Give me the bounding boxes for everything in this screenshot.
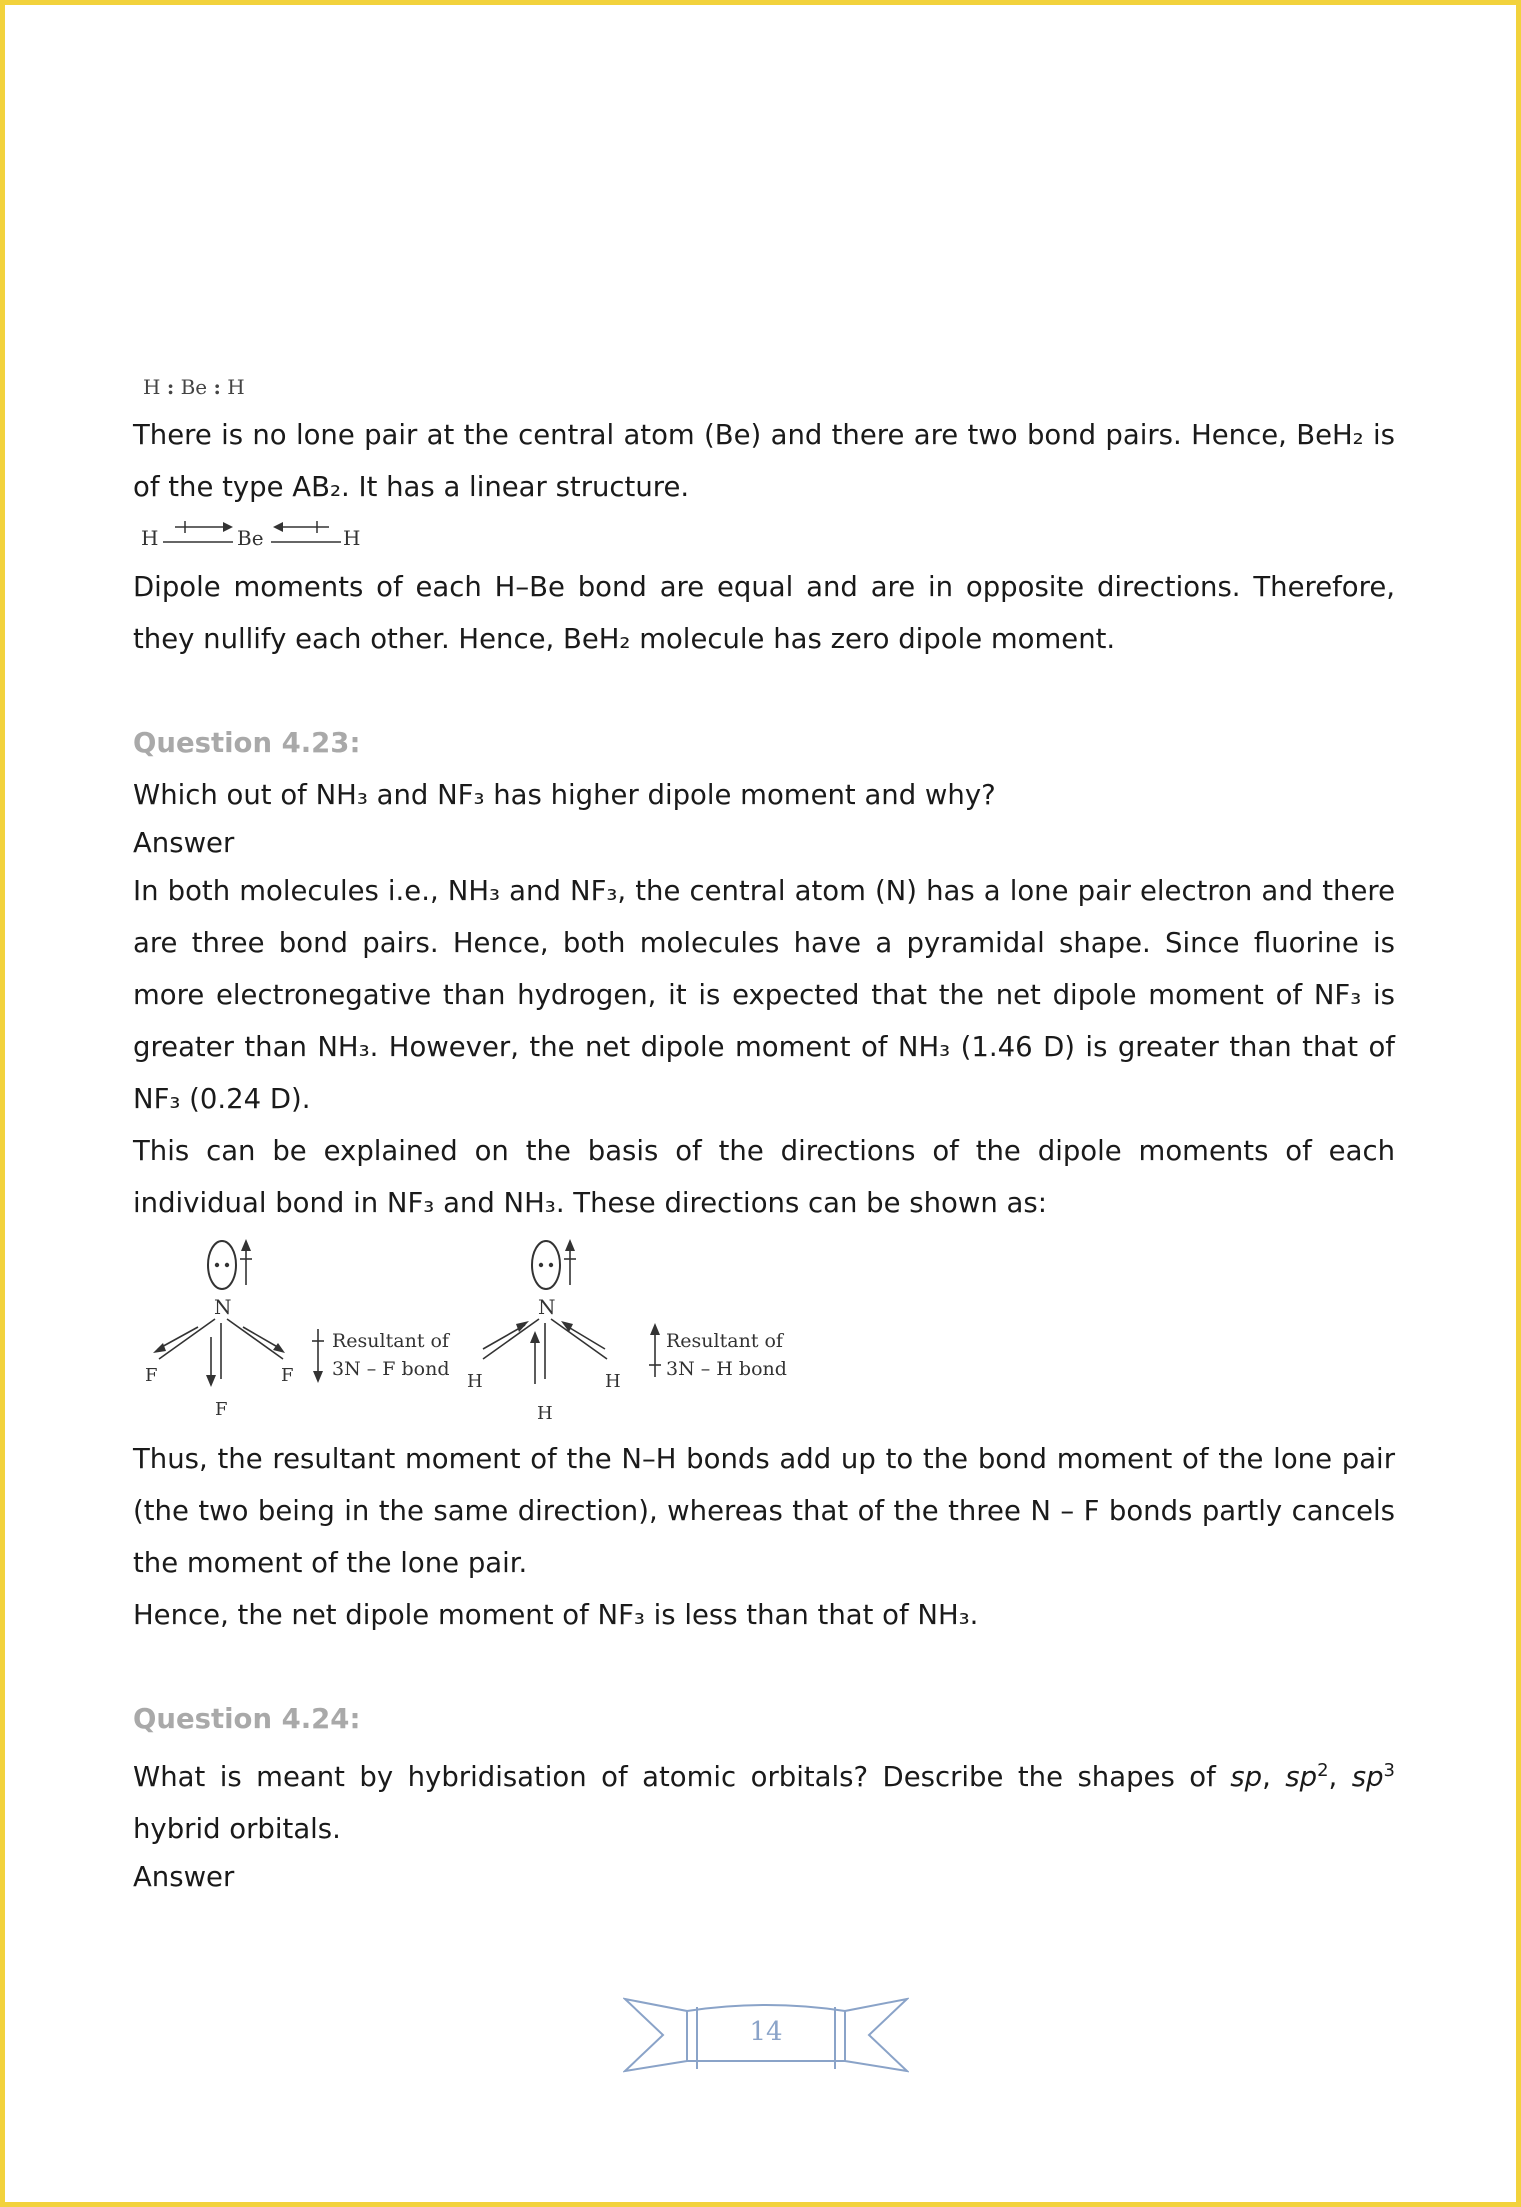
nf3-structure (145, 1239, 451, 1420)
sp3-base: sp (1351, 1761, 1384, 1794)
nf3-label-line2: 3N – F bond (332, 1358, 450, 1380)
sp-term: sp (1230, 1761, 1263, 1794)
page-number: 14 (749, 2017, 783, 2047)
linear-h-right: H (343, 526, 361, 550)
nh3-lone-pair (532, 1241, 560, 1289)
sp2-term (1285, 1761, 1328, 1793)
nf3-lone-pair (208, 1241, 236, 1289)
question-4-24-title: Question 4.24: (133, 1703, 361, 1735)
answer-4-23-paragraph-a: In both molecules i.e., NH₃ and NF₃, the central atom (N) has a lone pair electron and there are three bond pairs. Hence, both molecules have a pyramidal shape. Since fluorine is more electronegative than hydrogen, it is expected that the net dipole moment of NF₃ is greater than NH₃. However, the net dipole moment of NH₃ (1.46 D) is greater than that of NF₃ (0.24 D). (133, 875, 1395, 1115)
nh3-h-left: H (467, 1371, 483, 1392)
nh3-h-right: H (605, 1371, 621, 1392)
beh2-paragraph-2: Dipole moments of each H–Be bond are equal and are in opposite directions. Therefore, they nullify each other. Hence, BeH₂ molecule has zero dipole moment. (133, 571, 1395, 655)
question-4-24-text (133, 1745, 1395, 1855)
dipole-direction-diagram (133, 1229, 833, 1429)
beh2-linear-diagram (133, 513, 393, 557)
sp2-exponent: 2 (1317, 1760, 1329, 1781)
nh3-h-bottom: H (537, 1403, 553, 1424)
lewis-colon-right: : (213, 375, 221, 399)
nh3-structure (467, 1239, 787, 1424)
question-4-24-text-pre: What is meant by hybridisation of atomic orbitals? Describe the shapes of (133, 1761, 1231, 1794)
linear-h-left: H (141, 526, 159, 550)
nf3-f-left: F (145, 1365, 158, 1386)
separator: , (1328, 1761, 1352, 1794)
linear-be: Be (237, 526, 264, 550)
lewis-be: Be (180, 375, 208, 399)
nf3-label-line1: Resultant of (332, 1330, 449, 1352)
answer-4-23-paragraph-b: This can be explained on the basis of the directions of the dipole moments of each individual bond in NF₃ and NH₃. These directions can be shown as: (133, 1135, 1395, 1219)
sp3-exponent: 3 (1383, 1760, 1395, 1781)
nf3-f-right: F (281, 1365, 294, 1386)
lewis-colon-left: : (166, 375, 175, 399)
content (133, 365, 1395, 1899)
question-4-23-answer-label: Answer (133, 827, 235, 859)
nh3-label-line1: Resultant of (666, 1330, 783, 1352)
spacer (133, 1641, 1395, 1693)
separator: , (1262, 1761, 1286, 1794)
nh3-n: N (538, 1295, 556, 1319)
spacer (133, 665, 1395, 717)
question-4-24-answer-label: Answer (133, 1861, 235, 1894)
question-4-23-title: Question 4.23: (133, 727, 361, 759)
sp2-base: sp (1285, 1761, 1318, 1794)
nf3-f-bottom: F (215, 1399, 228, 1420)
answer-4-23-paragraph-c: Thus, the resultant moment of the N–H bonds add up to the bond moment of the lone pair (the two being in the same direction), whereas that of the three N – F bonds partly cancels the moment of the lone pair. (133, 1443, 1395, 1579)
nh3-label-line2: 3N – H bond (666, 1358, 787, 1380)
lewis-structure (133, 365, 1395, 409)
lewis-h-right: H (227, 375, 245, 399)
question-4-23-text: Which out of NH₃ and NF₃ has higher dipole moment and why? (133, 779, 996, 811)
question-4-24-text-post: hybrid orbitals. (133, 1813, 341, 1846)
page-number-ribbon (623, 1995, 909, 2075)
sp3-term (1352, 1761, 1395, 1793)
beh2-paragraph-1: There is no lone pair at the central atom (Be) and there are two bond pairs. Hence, BeH₂ is of the type AB₂. It has a linear structure. (133, 419, 1395, 503)
nf3-n: N (214, 1295, 232, 1319)
lewis-h-left: H (143, 375, 161, 399)
answer-4-23-paragraph-d: Hence, the net dipole moment of NF₃ is less than that of NH₃. (133, 1599, 979, 1631)
